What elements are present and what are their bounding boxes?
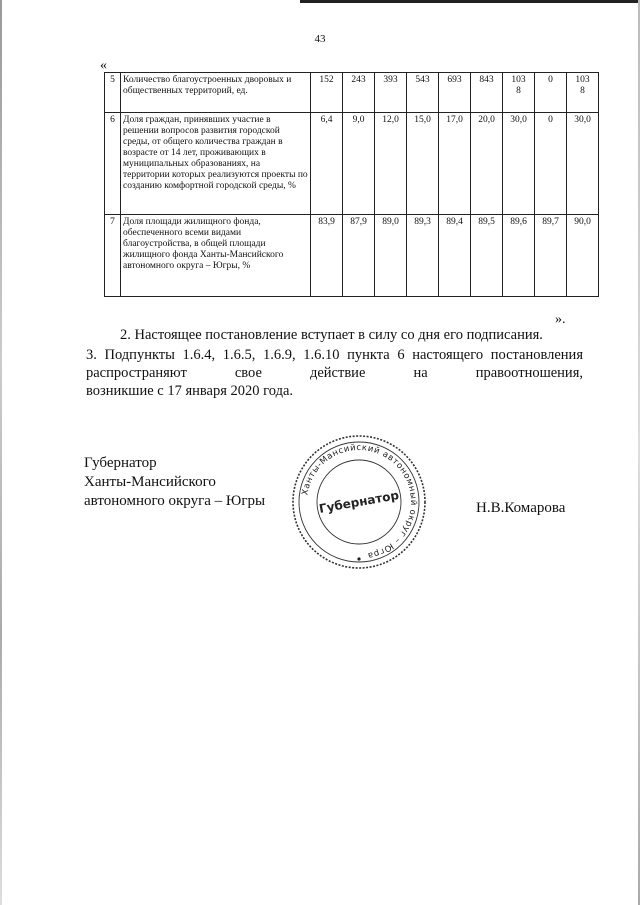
paragraph-3: 3. Подпункты 1.6.4, 1.6.5, 1.6.9, 1.6.10 пункта 6 настоящего постановления распространяют свое действие на правоотношения, — [86, 347, 583, 381]
value-cell: 543 — [407, 73, 439, 113]
official-seal — [289, 432, 429, 572]
scan-edge-top — [300, 0, 640, 3]
seal-ring-text: Ханты-Мансийский автономный округ – Югра — [300, 442, 419, 561]
scan-edge-left — [0, 0, 2, 905]
value-cell: 30,0 — [567, 113, 599, 215]
value-cell: 17,0 — [439, 113, 471, 215]
indicator-name-cell: Количество благоустроенных дворовых и общественных территорий, ед. — [121, 73, 311, 113]
table-row — [105, 73, 599, 113]
value-cell: 243 — [343, 73, 375, 113]
seal-center-text: Губернатор — [318, 488, 400, 516]
value-cell: 15,0 — [407, 113, 439, 215]
signatory-title-line1: Губернатор — [84, 455, 157, 471]
indicator-name-cell: Доля граждан, принявших участие в решении вопросов развития городской среды, от общего количества граждан в возрасте от 14 лет, проживающих в муниципальных образованиях, на территории которых реализуются проекты по созданию комфортной городской среды, % — [121, 113, 311, 215]
indicator-name-cell: Доля площади жилищного фонда, обеспеченного всеми видами благоустройства, в общей площади жилищного фонда Ханты-Мансийского автономного округа – Югры, % — [121, 215, 311, 297]
value-cell: 152 — [311, 73, 343, 113]
value-cell: 843 — [471, 73, 503, 113]
value-cell: 103 8 — [503, 73, 535, 113]
value-cell: 89,5 — [471, 215, 503, 297]
open-quote: « — [100, 58, 107, 73]
value-cell: 12,0 — [375, 113, 407, 215]
row-number-cell: 5 — [105, 73, 121, 113]
value-cell: 30,0 — [503, 113, 535, 215]
value-cell: 693 — [439, 73, 471, 113]
value-cell: 90,0 — [567, 215, 599, 297]
value-cell: 89,7 — [535, 215, 567, 297]
value-cell: 103 8 — [567, 73, 599, 113]
value-cell: 89,3 — [407, 215, 439, 297]
signatory-name: Н.В.Комарова — [476, 500, 566, 516]
value-cell: 0 — [535, 113, 567, 215]
table-row — [105, 215, 599, 297]
paragraph-3-end: возникшие с 17 января 2020 года. — [86, 383, 294, 399]
row-number-cell: 7 — [105, 215, 121, 297]
value-cell: 89,0 — [375, 215, 407, 297]
value-cell: 89,6 — [503, 215, 535, 297]
value-cell: 6,4 — [311, 113, 343, 215]
close-quote: ». — [555, 312, 566, 327]
value-cell: 393 — [375, 73, 407, 113]
page-number: 43 — [314, 33, 326, 45]
value-cell: 87,9 — [343, 215, 375, 297]
value-cell: 20,0 — [471, 113, 503, 215]
table-row — [105, 113, 599, 215]
signatory-title-line2: Ханты-Мансийского — [84, 474, 216, 490]
value-cell: 83,9 — [311, 215, 343, 297]
value-cell: 0 — [535, 73, 567, 113]
paragraph-2: 2. Настоящее постановление вступает в силу со дня его подписания. — [120, 327, 543, 343]
value-cell: 9,0 — [343, 113, 375, 215]
signatory-title — [84, 454, 265, 511]
value-cell: 89,4 — [439, 215, 471, 297]
signatory-title-line3: автономного округа – Югры — [84, 493, 266, 509]
row-number-cell: 6 — [105, 113, 121, 215]
indicators-table — [104, 72, 599, 297]
